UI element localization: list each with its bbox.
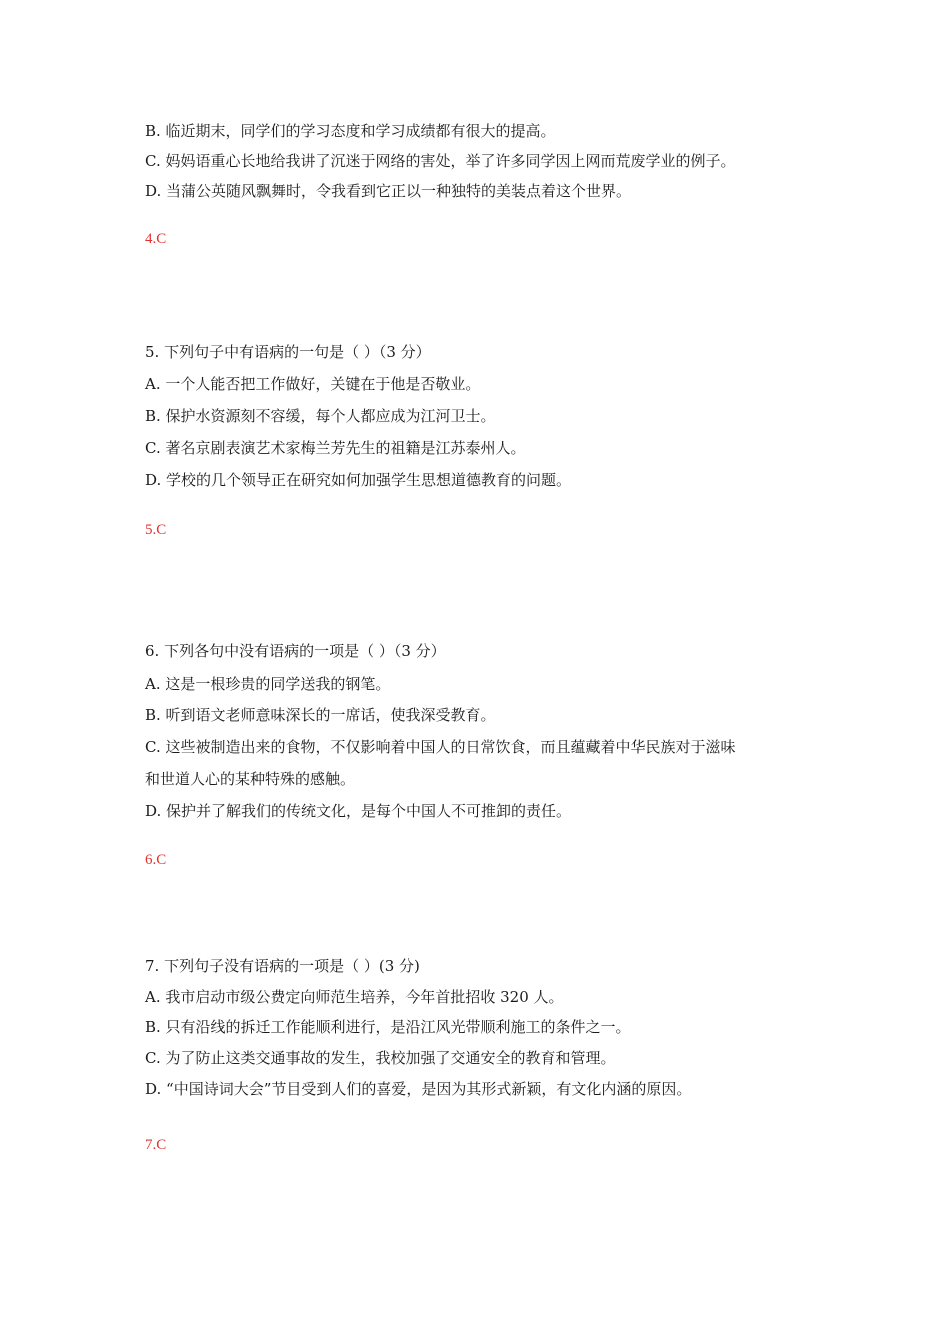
q6-option-a: A. 这是一根珍贵的同学送我的钢笔。 bbox=[145, 675, 391, 693]
prev-option-b: B. 临近期末，同学们的学习态度和学习成绩都有很大的提高。 bbox=[145, 122, 556, 140]
q7-option-c: C. 为了防止这类交通事故的发生，我校加强了交通安全的教育和管理。 bbox=[145, 1049, 616, 1067]
q6-stem: 6. 下列各句中没有语病的一项是（ ）（3 分） bbox=[145, 642, 446, 660]
q7-option-a: A. 我市启动市级公费定向师范生培养，今年首批招收 320 人。 bbox=[145, 988, 564, 1006]
q6-option-c-continued: 和世道人心的某种特殊的感触。 bbox=[145, 770, 356, 788]
q7-stem: 7. 下列句子没有语病的一项是（ ）(3 分) bbox=[145, 957, 420, 975]
answer-4: 4.C bbox=[145, 231, 167, 247]
q5-option-a: A. 一个人能否把工作做好，关键在于他是否敬业。 bbox=[145, 375, 481, 393]
q6-option-b: B. 听到语文老师意味深长的一席话，使我深受教育。 bbox=[145, 706, 496, 724]
q5-option-d: D. 学校的几个领导正在研究如何加强学生思想道德教育的问题。 bbox=[145, 471, 572, 489]
q5-option-b: B. 保护水资源刻不容缓，每个人都应成为江河卫士。 bbox=[145, 407, 496, 425]
q7-option-b: B. 只有沿线的拆迁工作能顺利进行，是沿江风光带顺利施工的条件之一。 bbox=[145, 1018, 631, 1036]
answer-6: 6.C bbox=[145, 852, 167, 868]
answer-7: 7.C bbox=[145, 1137, 167, 1153]
prev-option-c: C. 妈妈语重心长地给我讲了沉迷于网络的害处，举了许多同学因上网而荒废学业的例子。 bbox=[145, 152, 736, 170]
q6-option-c: C. 这些被制造出来的食物，不仅影响着中国人的日常饮食，而且蕴藏着中华民族对于滋味 bbox=[145, 738, 736, 756]
answer-5: 5.C bbox=[145, 522, 167, 538]
q6-option-d: D. 保护并了解我们的传统文化，是每个中国人不可推卸的责任。 bbox=[145, 802, 572, 820]
q5-stem: 5. 下列句子中有语病的一句是（ ）（3 分） bbox=[145, 343, 431, 361]
q5-option-c: C. 著名京剧表演艺术家梅兰芳先生的祖籍是江苏泰州人。 bbox=[145, 439, 526, 457]
q7-option-d: D. “中国诗词大会”节目受到人们的喜爱，是因为其形式新颖，有文化内涵的原因。 bbox=[145, 1080, 692, 1098]
prev-option-d: D. 当蒲公英随风飘舞时，令我看到它正以一种独特的美装点着这个世界。 bbox=[145, 182, 632, 200]
